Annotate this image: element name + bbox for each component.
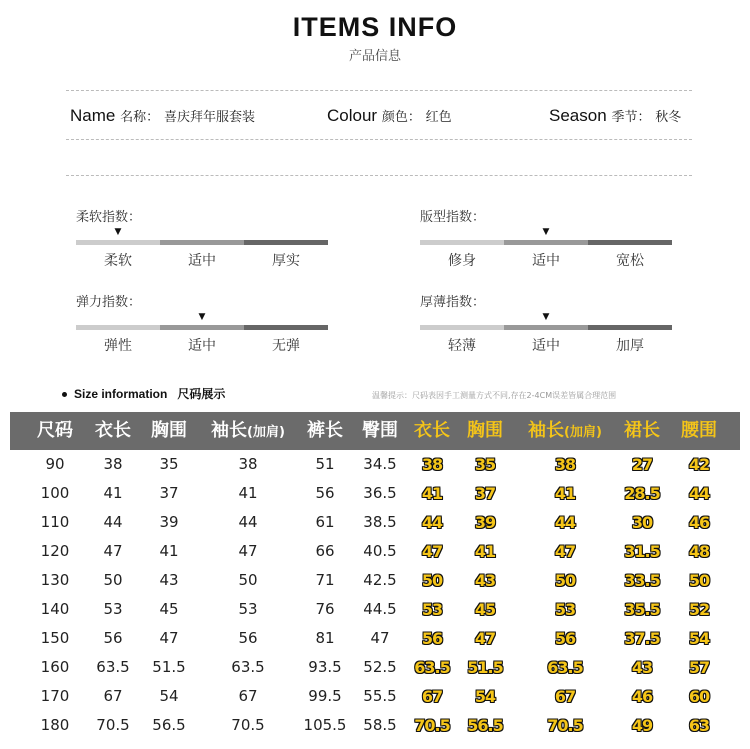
- column-header-text: 衣长: [95, 420, 131, 441]
- table-row: [10, 653, 740, 682]
- table-cell: 43: [159, 571, 179, 589]
- table-cell: 54: [688, 629, 710, 648]
- table-cell: 41: [474, 542, 496, 561]
- table-cell: 35: [159, 455, 179, 473]
- table-cell: 52.5: [363, 658, 397, 676]
- table-cell: 67: [103, 687, 123, 705]
- table-cell: 38.5: [363, 513, 397, 531]
- season-label-cn: 季节：: [611, 110, 651, 125]
- table-cell: 105.5: [303, 716, 347, 734]
- table-cell: 50: [554, 571, 576, 590]
- divider: [66, 90, 692, 91]
- table-cell: 70.5: [414, 716, 450, 735]
- table-cell: 44: [554, 513, 576, 532]
- thickness-gauge-segment: [420, 325, 504, 330]
- column-header-suffix: (加肩): [247, 425, 285, 440]
- table-cell: 51.5: [152, 658, 186, 676]
- table-cell: 50: [688, 571, 710, 590]
- colour-value: 红色: [425, 110, 452, 125]
- column-header-text: 臀围: [362, 420, 398, 441]
- table-cell: 110: [40, 513, 70, 531]
- table-cell: 55.5: [363, 687, 397, 705]
- table-cell: 47: [421, 542, 443, 561]
- column-header-text: 尺码: [37, 420, 73, 441]
- table-row: [10, 479, 740, 508]
- season-value: 秋冬: [655, 110, 682, 125]
- column-header: [307, 412, 343, 450]
- table-cell: 38: [554, 455, 576, 474]
- table-row: [10, 682, 740, 711]
- table-cell: 90: [45, 455, 65, 473]
- table-cell: 35.5: [624, 600, 660, 619]
- column-header: [528, 412, 602, 450]
- table-row: [10, 508, 740, 537]
- table-cell: 39: [159, 513, 179, 531]
- table-cell: 28.5: [624, 484, 660, 503]
- table-cell: 46: [631, 687, 653, 706]
- table-cell: 41: [159, 542, 179, 560]
- column-header-text: 衣长: [414, 420, 450, 441]
- pointer-down-icon: ▼: [114, 227, 122, 237]
- divider: [66, 139, 692, 140]
- table-cell: 56: [238, 629, 258, 647]
- thickness-option-label: 轻薄: [448, 338, 476, 354]
- thickness-gauge-label: 厚薄指数：: [420, 295, 486, 310]
- table-cell: 67: [554, 687, 576, 706]
- colour-field: [327, 106, 452, 126]
- pointer-down-icon: ▼: [542, 312, 550, 322]
- season-label-en: Season: [549, 106, 607, 125]
- size-heading-en: Size information: [74, 387, 168, 401]
- table-cell: 40.5: [363, 542, 397, 560]
- column-header-text: 胸围: [151, 420, 187, 441]
- table-cell: 76: [315, 600, 335, 618]
- table-cell: 130: [40, 571, 70, 589]
- table-cell: 54: [159, 687, 179, 705]
- column-header-text: 腰围: [681, 420, 717, 441]
- table-cell: 42.5: [363, 571, 397, 589]
- colour-label-cn: 颜色：: [381, 110, 421, 125]
- table-cell: 37: [159, 484, 179, 502]
- table-cell: 56: [103, 629, 123, 647]
- size-section-heading: [62, 385, 225, 402]
- table-cell: 48: [688, 542, 710, 561]
- table-cell: 36.5: [363, 484, 397, 502]
- softness-gauge-segment: [160, 240, 244, 245]
- table-cell: 57: [688, 658, 710, 677]
- column-header: [467, 412, 503, 450]
- name-value: 喜庆拜年服套装: [163, 110, 255, 125]
- table-cell: 35: [474, 455, 496, 474]
- softness-option-label: 厚实: [272, 253, 300, 269]
- size-table-header: [10, 412, 740, 450]
- table-cell: 50: [238, 571, 258, 589]
- table-row: [10, 711, 740, 740]
- column-header-text: 裤长: [307, 420, 343, 441]
- table-row: [10, 624, 740, 653]
- table-cell: 61: [315, 513, 335, 531]
- pointer-down-icon: ▼: [198, 312, 206, 322]
- pointer-down-icon: ▼: [542, 227, 550, 237]
- table-cell: 180: [40, 716, 70, 734]
- table-cell: 43: [631, 658, 653, 677]
- table-cell: 160: [40, 658, 70, 676]
- thickness-gauge: [420, 291, 672, 361]
- elasticity-gauge-label: 弹力指数：: [76, 295, 142, 310]
- column-header: [151, 412, 187, 450]
- column-header-text: 裙长: [624, 420, 660, 441]
- table-cell: 70.5: [231, 716, 265, 734]
- table-cell: 54: [474, 687, 496, 706]
- column-header: [414, 412, 450, 450]
- thickness-option-label: 加厚: [616, 338, 644, 354]
- divider: [66, 175, 692, 176]
- size-heading-cn: 尺码展示: [177, 387, 226, 401]
- table-cell: 47: [238, 542, 258, 560]
- table-cell: 63.5: [414, 658, 450, 677]
- table-cell: 81: [315, 629, 335, 647]
- softness-gauge-segment: [76, 240, 160, 245]
- table-cell: 33.5: [624, 571, 660, 590]
- table-cell: 41: [421, 484, 443, 503]
- table-cell: 140: [40, 600, 70, 618]
- table-cell: 63.5: [96, 658, 130, 676]
- page-title: ITEMS INFO: [292, 12, 458, 42]
- name-field: [70, 106, 255, 126]
- table-cell: 60: [688, 687, 710, 706]
- table-cell: 38: [421, 455, 443, 474]
- table-cell: 51.5: [467, 658, 503, 677]
- fit-gauge-segment: [420, 240, 504, 245]
- table-cell: 56.5: [152, 716, 186, 734]
- column-header-text: 袖长: [528, 420, 565, 441]
- elasticity-gauge-segment: [76, 325, 160, 330]
- table-cell: 120: [40, 542, 70, 560]
- table-cell: 38: [238, 455, 258, 473]
- table-cell: 50: [421, 571, 443, 590]
- elasticity-gauge-segment: [244, 325, 328, 330]
- table-cell: 37: [474, 484, 496, 503]
- table-cell: 66: [315, 542, 335, 560]
- table-cell: 42: [688, 455, 710, 474]
- table-cell: 56.5: [467, 716, 503, 735]
- table-cell: 44: [688, 484, 710, 503]
- table-cell: 47: [474, 629, 496, 648]
- table-cell: 63.5: [231, 658, 265, 676]
- table-cell: 39: [474, 513, 496, 532]
- table-cell: 44: [103, 513, 123, 531]
- table-cell: 71: [315, 571, 335, 589]
- table-cell: 56: [554, 629, 576, 648]
- table-cell: 37.5: [624, 629, 660, 648]
- table-cell: 49: [631, 716, 653, 735]
- table-cell: 44.5: [363, 600, 397, 618]
- softness-option-label: 柔软: [104, 253, 132, 269]
- table-cell: 53: [554, 600, 576, 619]
- measurement-note: 温馨提示：尺码表因手工测量方式不同,存在2-4CM误差皆属合理范围: [372, 391, 617, 400]
- column-header: [211, 412, 285, 450]
- table-cell: 93.5: [308, 658, 342, 676]
- table-cell: 41: [103, 484, 123, 502]
- table-cell: 58.5: [363, 716, 397, 734]
- fit-gauge-label: 版型指数：: [420, 210, 486, 225]
- table-cell: 53: [238, 600, 258, 618]
- table-cell: 67: [421, 687, 443, 706]
- table-cell: 70.5: [96, 716, 130, 734]
- table-cell: 70.5: [547, 716, 583, 735]
- fit-gauge: [420, 206, 672, 276]
- column-header-suffix: (加肩): [564, 425, 602, 440]
- softness-gauge: [76, 206, 328, 276]
- elasticity-gauge-segment: [160, 325, 244, 330]
- table-cell: 41: [238, 484, 258, 502]
- table-row: [10, 566, 740, 595]
- colour-label-en: Colour: [327, 106, 378, 125]
- name-label-cn: 名称：: [120, 110, 160, 125]
- softness-gauge-segment: [244, 240, 328, 245]
- fit-option-label: 修身: [448, 253, 476, 269]
- table-cell: 63.5: [547, 658, 583, 677]
- table-row: [10, 537, 740, 566]
- table-cell: 63: [688, 716, 710, 735]
- elasticity-gauge: [76, 291, 328, 361]
- table-cell: 27: [631, 455, 653, 474]
- table-cell: 170: [40, 687, 70, 705]
- thickness-gauge-segment: [504, 325, 588, 330]
- table-cell: 150: [40, 629, 70, 647]
- fit-option-label: 适中: [532, 253, 560, 269]
- table-cell: 30: [631, 513, 653, 532]
- column-header: [681, 412, 717, 450]
- table-cell: 56: [421, 629, 443, 648]
- column-header: [362, 412, 398, 450]
- table-cell: 51: [315, 455, 335, 473]
- column-header-text: 袖长: [211, 420, 248, 441]
- column-header-text: 胸围: [467, 420, 503, 441]
- season-field: [549, 106, 681, 126]
- column-header: [37, 412, 73, 450]
- fit-gauge-segment: [504, 240, 588, 245]
- table-cell: 47: [370, 629, 390, 647]
- table-cell: 50: [103, 571, 123, 589]
- fit-gauge-segment: [588, 240, 672, 245]
- table-cell: 45: [159, 600, 179, 618]
- elasticity-option-label: 适中: [188, 338, 216, 354]
- table-cell: 100: [40, 484, 70, 502]
- table-row: [10, 595, 740, 624]
- softness-option-label: 适中: [188, 253, 216, 269]
- elasticity-option-label: 无弹: [272, 338, 300, 354]
- bullet-icon: [62, 392, 67, 397]
- table-cell: 43: [474, 571, 496, 590]
- table-row: [10, 450, 740, 479]
- column-header: [95, 412, 131, 450]
- table-cell: 45: [474, 600, 496, 619]
- table-cell: 31.5: [624, 542, 660, 561]
- table-cell: 44: [421, 513, 443, 532]
- table-cell: 46: [688, 513, 710, 532]
- table-cell: 53: [103, 600, 123, 618]
- name-label-en: Name: [70, 106, 116, 125]
- table-cell: 41: [554, 484, 576, 503]
- softness-gauge-label: 柔软指数：: [76, 210, 142, 225]
- table-cell: 56: [315, 484, 335, 502]
- thickness-option-label: 适中: [532, 338, 560, 354]
- table-cell: 38: [103, 455, 123, 473]
- table-cell: 44: [238, 513, 258, 531]
- column-header: [624, 412, 660, 450]
- thickness-gauge-segment: [588, 325, 672, 330]
- page-subtitle: 产品信息: [348, 49, 401, 64]
- table-cell: 67: [238, 687, 258, 705]
- table-cell: 52: [688, 600, 710, 619]
- table-cell: 34.5: [363, 455, 397, 473]
- fit-option-label: 宽松: [616, 253, 644, 269]
- table-cell: 47: [103, 542, 123, 560]
- table-cell: 47: [159, 629, 179, 647]
- table-cell: 53: [421, 600, 443, 619]
- table-cell: 47: [554, 542, 576, 561]
- elasticity-option-label: 弹性: [104, 338, 132, 354]
- table-cell: 99.5: [308, 687, 342, 705]
